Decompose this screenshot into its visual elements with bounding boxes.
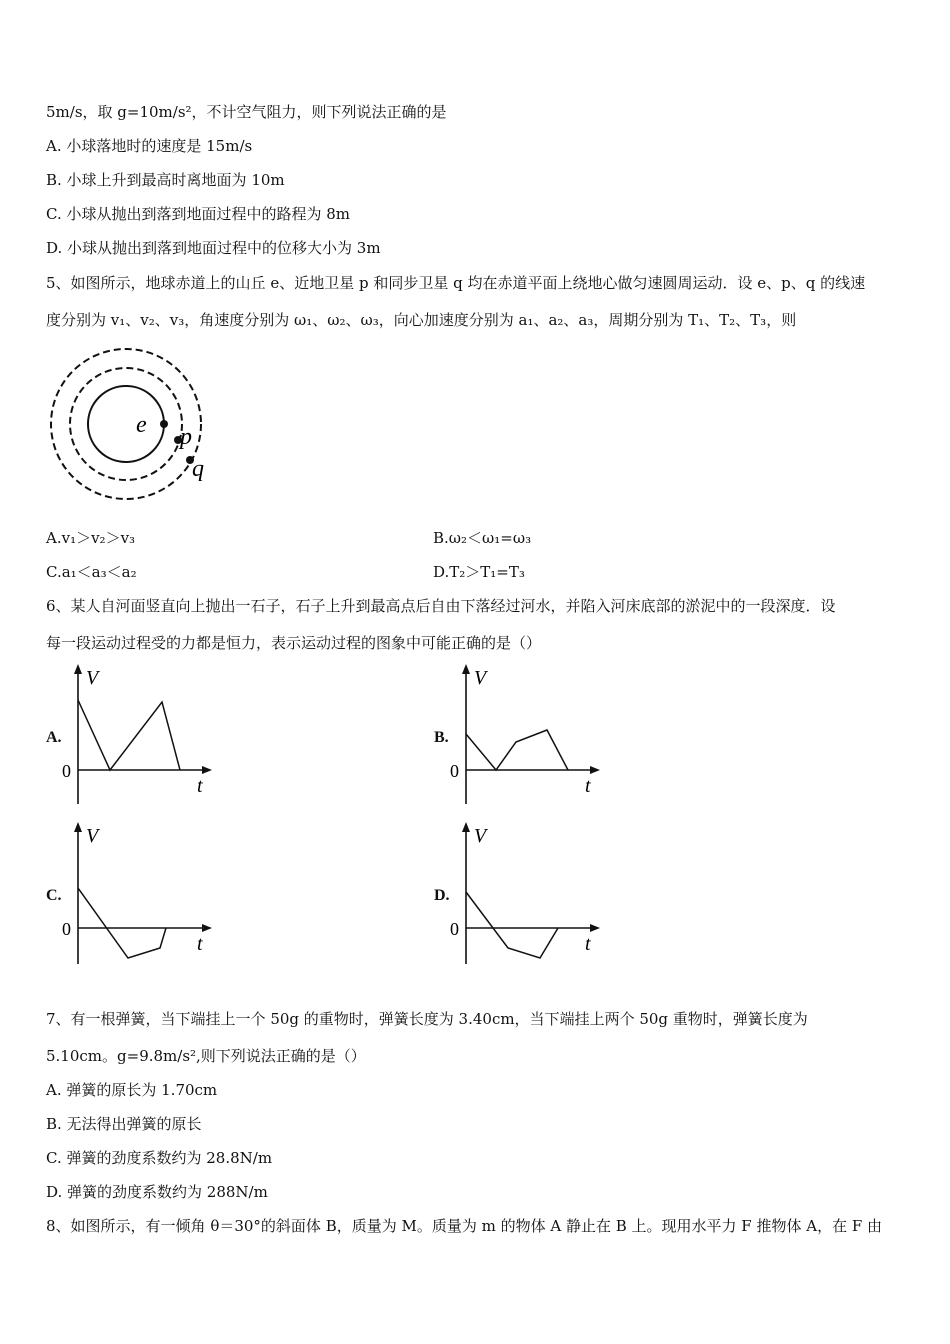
graph-a: [60, 664, 220, 804]
svg-text:0: 0: [62, 761, 71, 781]
graph-b: [448, 664, 608, 804]
label-q: q: [192, 456, 204, 482]
label-e: e: [136, 412, 147, 438]
q8-stem-line1: 8、如图所示，有一倾角 θ＝30°的斜面体 B，质量为 M。质量为 m 的物体 A 静止在 B 上。现用水平力 F 推物体 A，在 F 由: [46, 1217, 883, 1235]
q7-option-c: C. 弹簧的劲度系数约为 28.8N/m: [46, 1149, 273, 1167]
point-e: [160, 420, 168, 428]
svg-text:0: 0: [450, 761, 459, 781]
svg-text:V: V: [86, 825, 99, 847]
q5-option-d: D.T₂＞T₁=T₃: [433, 563, 525, 581]
q5-stem-line1: 5、如图所示，地球赤道上的山丘 e、近地卫星 p 和同步卫星 q 均在赤道平面上绕地心做匀速圆周运动．设 e、p、q 的线速: [46, 274, 866, 292]
q6-stem-line1: 6、某人自河面竖直向上抛出一石子，石子上升到最高点后自由下落经过河水，并陷入河床底部的淤泥中的一段深度．设: [46, 597, 836, 615]
q7-option-d: D. 弹簧的劲度系数约为 288N/m: [46, 1183, 268, 1201]
graph-c: [60, 822, 220, 967]
graph-a-label: A.: [46, 729, 62, 746]
q6-stem-line2: 每一段运动过程受的力都是恒力，表示运动过程的图象中可能正确的是（）: [46, 634, 542, 652]
svg-text:t: t: [585, 933, 591, 955]
graph-b-label: B.: [434, 729, 449, 746]
svg-text:t: t: [197, 775, 203, 797]
q4-option-d: D. 小球从抛出到落到地面过程中的位移大小为 3m: [46, 239, 381, 257]
orbit-diagram: [48, 346, 218, 506]
q5-option-c: C.a₁＜a₃＜a₂: [46, 563, 137, 581]
svg-text:V: V: [474, 825, 487, 847]
label-p: p: [180, 424, 192, 450]
q7-stem-line2: 5.10cm。g=9.8m/s²,则下列说法正确的是（）: [46, 1047, 366, 1065]
svg-text:V: V: [86, 667, 99, 689]
q5-option-a: A.v₁＞v₂＞v₃: [46, 529, 136, 547]
svg-text:t: t: [585, 775, 591, 797]
graph-c-label: C.: [46, 887, 62, 904]
q5-stem-line2: 度分别为 v₁、v₂、v₃，角速度分别为 ω₁、ω₂、ω₃，向心加速度分别为 a₁、a₂、a₃，周期分别为 T₁、T₂、T₃，则: [46, 311, 797, 329]
q4-option-b: B. 小球上升到最高时离地面为 10m: [46, 171, 285, 189]
q7-option-a: A. 弹簧的原长为 1.70cm: [46, 1081, 218, 1099]
q4-option-c: C. 小球从抛出到落到地面过程中的路程为 8m: [46, 205, 351, 223]
svg-text:V: V: [474, 667, 487, 689]
svg-text:0: 0: [450, 919, 459, 939]
q4-option-a: A. 小球落地时的速度是 15m/s: [46, 137, 253, 155]
q7-stem-line1: 7、有一根弹簧，当下端挂上一个 50g 的重物时，弹簧长度为 3.40cm，当下端挂上两个 50g 重物时，弹簧长度为: [46, 1010, 808, 1028]
q5-option-b: B.ω₂＜ω₁=ω₃: [433, 529, 532, 547]
svg-text:0: 0: [62, 919, 71, 939]
graph-d: [448, 822, 608, 967]
q7-option-b: B. 无法得出弹簧的原长: [46, 1115, 202, 1133]
svg-text:t: t: [197, 933, 203, 955]
q4-continuation: 5m/s，取 g=10m/s²，不计空气阻力，则下列说法正确的是: [46, 103, 447, 121]
graph-d-label: D.: [434, 887, 450, 904]
